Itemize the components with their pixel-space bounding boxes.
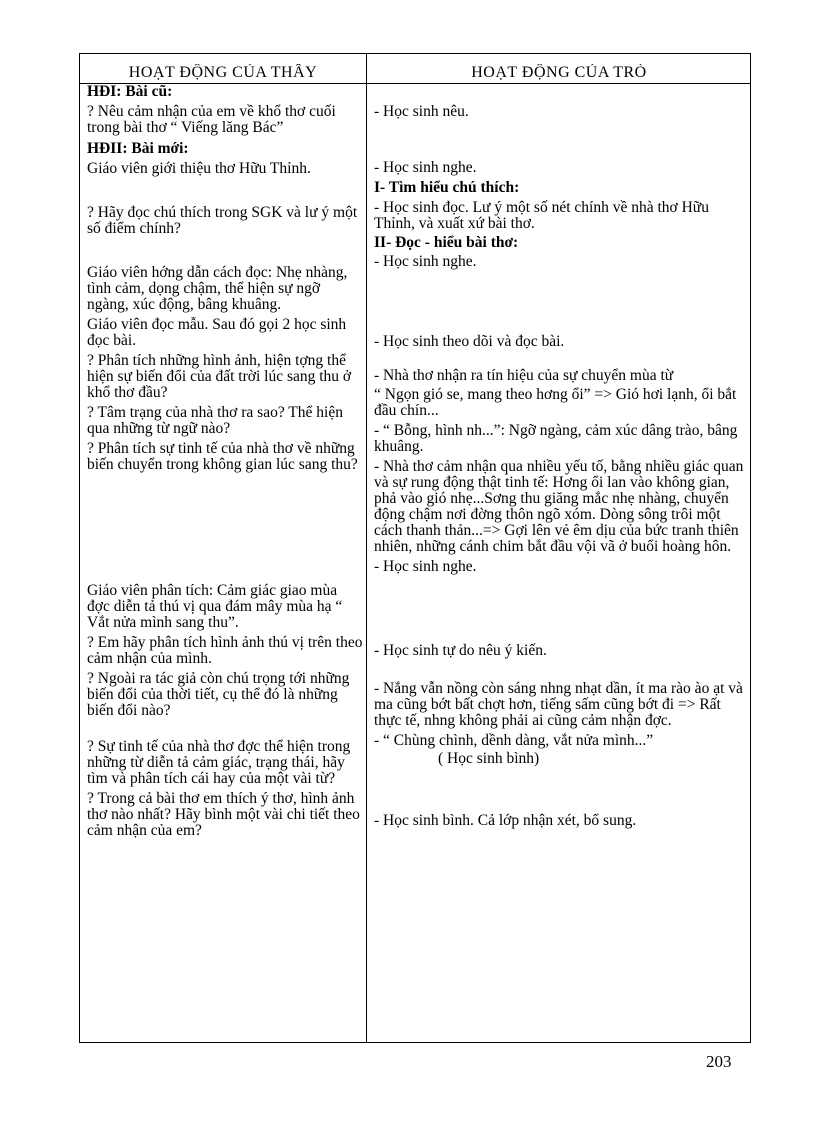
lesson-table xyxy=(79,53,751,1043)
header-student-activity: HOẠT ĐỘNG CỦA TRÒ xyxy=(471,64,647,81)
teacher-question: ? Phân tích những hình ảnh, hiện tợng thể hiện sự biến đổi của đất trời lúc sang thu ở khổ thơ đầu? xyxy=(87,352,352,401)
teacher-question: ? Phân tích sự tinh tế của nhà thơ về những biến chuyển trong không gian lúc sang thu? xyxy=(87,440,358,473)
old-lesson-heading: HĐI: Bài cũ: xyxy=(87,83,173,100)
student-response: - Học sinh nghe. xyxy=(374,159,477,176)
student-response: “ Ngọn gió se, mang theo hơng ổi” => Gió hơi lạnh, ổi bắt đầu chín... xyxy=(374,386,737,419)
teacher-question: ? Tâm trạng của nhà thơ ra sao? Thể hiện qua những từ ngữ nào? xyxy=(87,404,343,437)
student-response: - Học sinh tự do nêu ý kiến. xyxy=(374,642,547,659)
teacher-question: ? Trong cả bài thơ em thích ý thơ, hình ảnh thơ nào nhất? Hãy bình một vài chi tiết theo cảm nhận của em? xyxy=(87,790,360,839)
section-heading: I- Tìm hiểu chú thích: xyxy=(374,179,520,196)
student-response: - Học sinh theo dõi và đọc bài. xyxy=(374,333,565,350)
teacher-text: Giáo viên đọc mẫu. Sau đó gọi 2 học sinh đọc bài. xyxy=(87,316,347,349)
student-response: - “ Chùng chình, dềnh dàng, vắt nửa mình...” xyxy=(374,732,654,749)
student-response: - Học sinh nghe. xyxy=(374,253,477,270)
teacher-column xyxy=(87,84,363,839)
student-response: - Nhà thơ nhận ra tín hiệu của sự chuyển mùa từ xyxy=(374,367,674,384)
teacher-question: ? Em hãy phân tích hình ảnh thú vị trên theo cảm nhận của mình. xyxy=(87,634,363,667)
header-teacher-activity: HOẠT ĐỘNG CỦA THẦY xyxy=(128,64,318,81)
column-divider xyxy=(366,54,367,1042)
student-response: - “ Bỗng, hình nh...”: Ngỡ ngàng, cảm xúc dâng trào, bâng khuâng. xyxy=(374,422,738,455)
student-response: - Học sinh nêu. xyxy=(374,103,469,120)
student-column xyxy=(374,84,748,829)
teacher-question: ? Nêu cảm nhận của em về khổ thơ cuối trong bài thơ “ Viếng lăng Bác” xyxy=(87,103,336,136)
teacher-question: ? Ngoài ra tác giả còn chú trọng tới những biến đổi của thời tiết, cụ thể đó là những biến đổi nào? xyxy=(87,670,350,719)
page-number: 203 xyxy=(706,1052,732,1071)
teacher-text: Giáo viên phân tích: Cảm giác giao mùa đợc diễn tả thú vị qua đám mây mùa hạ “ Vắt nửa mình sang thu”. xyxy=(87,582,343,631)
teacher-question: ? Sự tinh tế của nhà thơ đợc thể hiện trong những từ diễn tả cảm giác, trạng thái, hãy tìm và phân tích cái hay của một vài từ? xyxy=(87,738,351,787)
student-response: - Học sinh nghe. xyxy=(374,558,477,575)
student-response: - Học sinh đọc. Lư ý một số nét chính về nhà thơ Hữu Thỉnh, và xuất xứ bài thơ. xyxy=(374,199,709,232)
new-lesson-heading: HĐII: Bài mới: xyxy=(87,140,189,157)
student-response: ( Học sinh bình) xyxy=(438,750,540,767)
student-response: - Nhà thơ cảm nhận qua nhiều yếu tố, bằng nhiều giác quan và sự rung động thật tinh tế: Hơng ổi lan vào không gian, phả vào gió nhẹ...Sơng thu giăng mắc nhẹ nhàng, chuyển động chậm nơi đờng thôn ngõ xóm. Dòng sông trôi một cách thanh thản...=> Gợi lên vẻ êm dịu của bức tranh thiên nhiên, những cánh chim bắt đầu vội vã ở buổi hoàng hôn. xyxy=(374,458,744,555)
teacher-text: Giáo viên giới thiệu thơ Hữu Thỉnh. xyxy=(87,160,311,177)
student-response: - Học sinh bình. Cả lớp nhận xét, bổ sung. xyxy=(374,812,637,829)
section-heading: II- Đọc - hiểu bài thơ: xyxy=(374,234,519,251)
teacher-text: Giáo viên hớng dẫn cách đọc: Nhẹ nhàng, tình cảm, dọng chậm, thể hiện sự ngỡ ngàng, xúc động, bâng khuâng. xyxy=(87,264,348,313)
teacher-question: ? Hãy đọc chú thích trong SGK và lư ý một số điểm chính? xyxy=(87,204,358,237)
student-response: - Nắng vẫn nồng còn sáng nhng nhạt dần, ít ma rào ào ạt và ma cũng bớt bất chợt hơn, tiếng sấm cũng bớt đi => Rất thực tế, nhng không phải ai cũng cảm nhận đợc. xyxy=(374,680,743,729)
